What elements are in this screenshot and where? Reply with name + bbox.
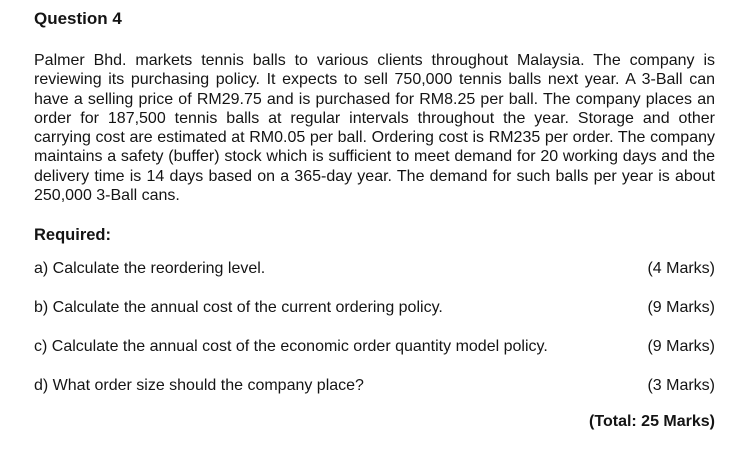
sub-question-a <box>34 259 715 298</box>
sub-question-text: b) Calculate the annual cost of the current ordering policy. <box>34 299 443 317</box>
sub-question-b <box>34 298 715 337</box>
question-title: Question 4 <box>34 9 122 28</box>
sub-question-text: d) What order size should the company place? <box>34 377 364 395</box>
required-heading: Required: <box>34 226 112 245</box>
question-body: Palmer Bhd. markets tennis balls to various clients throughout Malaysia. The company is reviewing its purchasing policy. It expects to sell 750,000 tennis balls next year. A 3-Ball can have a selling price of RM29.75 and is purchased for RM8.25 per ball. The company places an order for 187,500 tennis balls at regular intervals throughout the year. Storage and other carrying cost are estimated at RM0.05 per ball. Ordering cost is RM235 per order. The company maintains a safety (buffer) stock which is sufficient to meet demand for 20 working days and the delivery time is 14 days based on a 365-day year. The demand for such balls per year is about 250,000 3-Ball cans. <box>34 52 715 205</box>
total-marks: (Total: 25 Marks) <box>589 413 715 431</box>
sub-question-d <box>34 376 715 415</box>
sub-question-c <box>34 337 715 376</box>
sub-question-text: a) Calculate the reordering level. <box>34 260 266 278</box>
sub-question-list <box>34 259 715 415</box>
sub-question-marks: (4 Marks) <box>647 260 715 278</box>
sub-question-text: c) Calculate the annual cost of the economic order quantity model policy. <box>34 338 548 356</box>
sub-question-marks: (9 Marks) <box>647 299 715 317</box>
sub-question-marks: (9 Marks) <box>647 338 715 356</box>
sub-question-marks: (3 Marks) <box>647 377 715 395</box>
